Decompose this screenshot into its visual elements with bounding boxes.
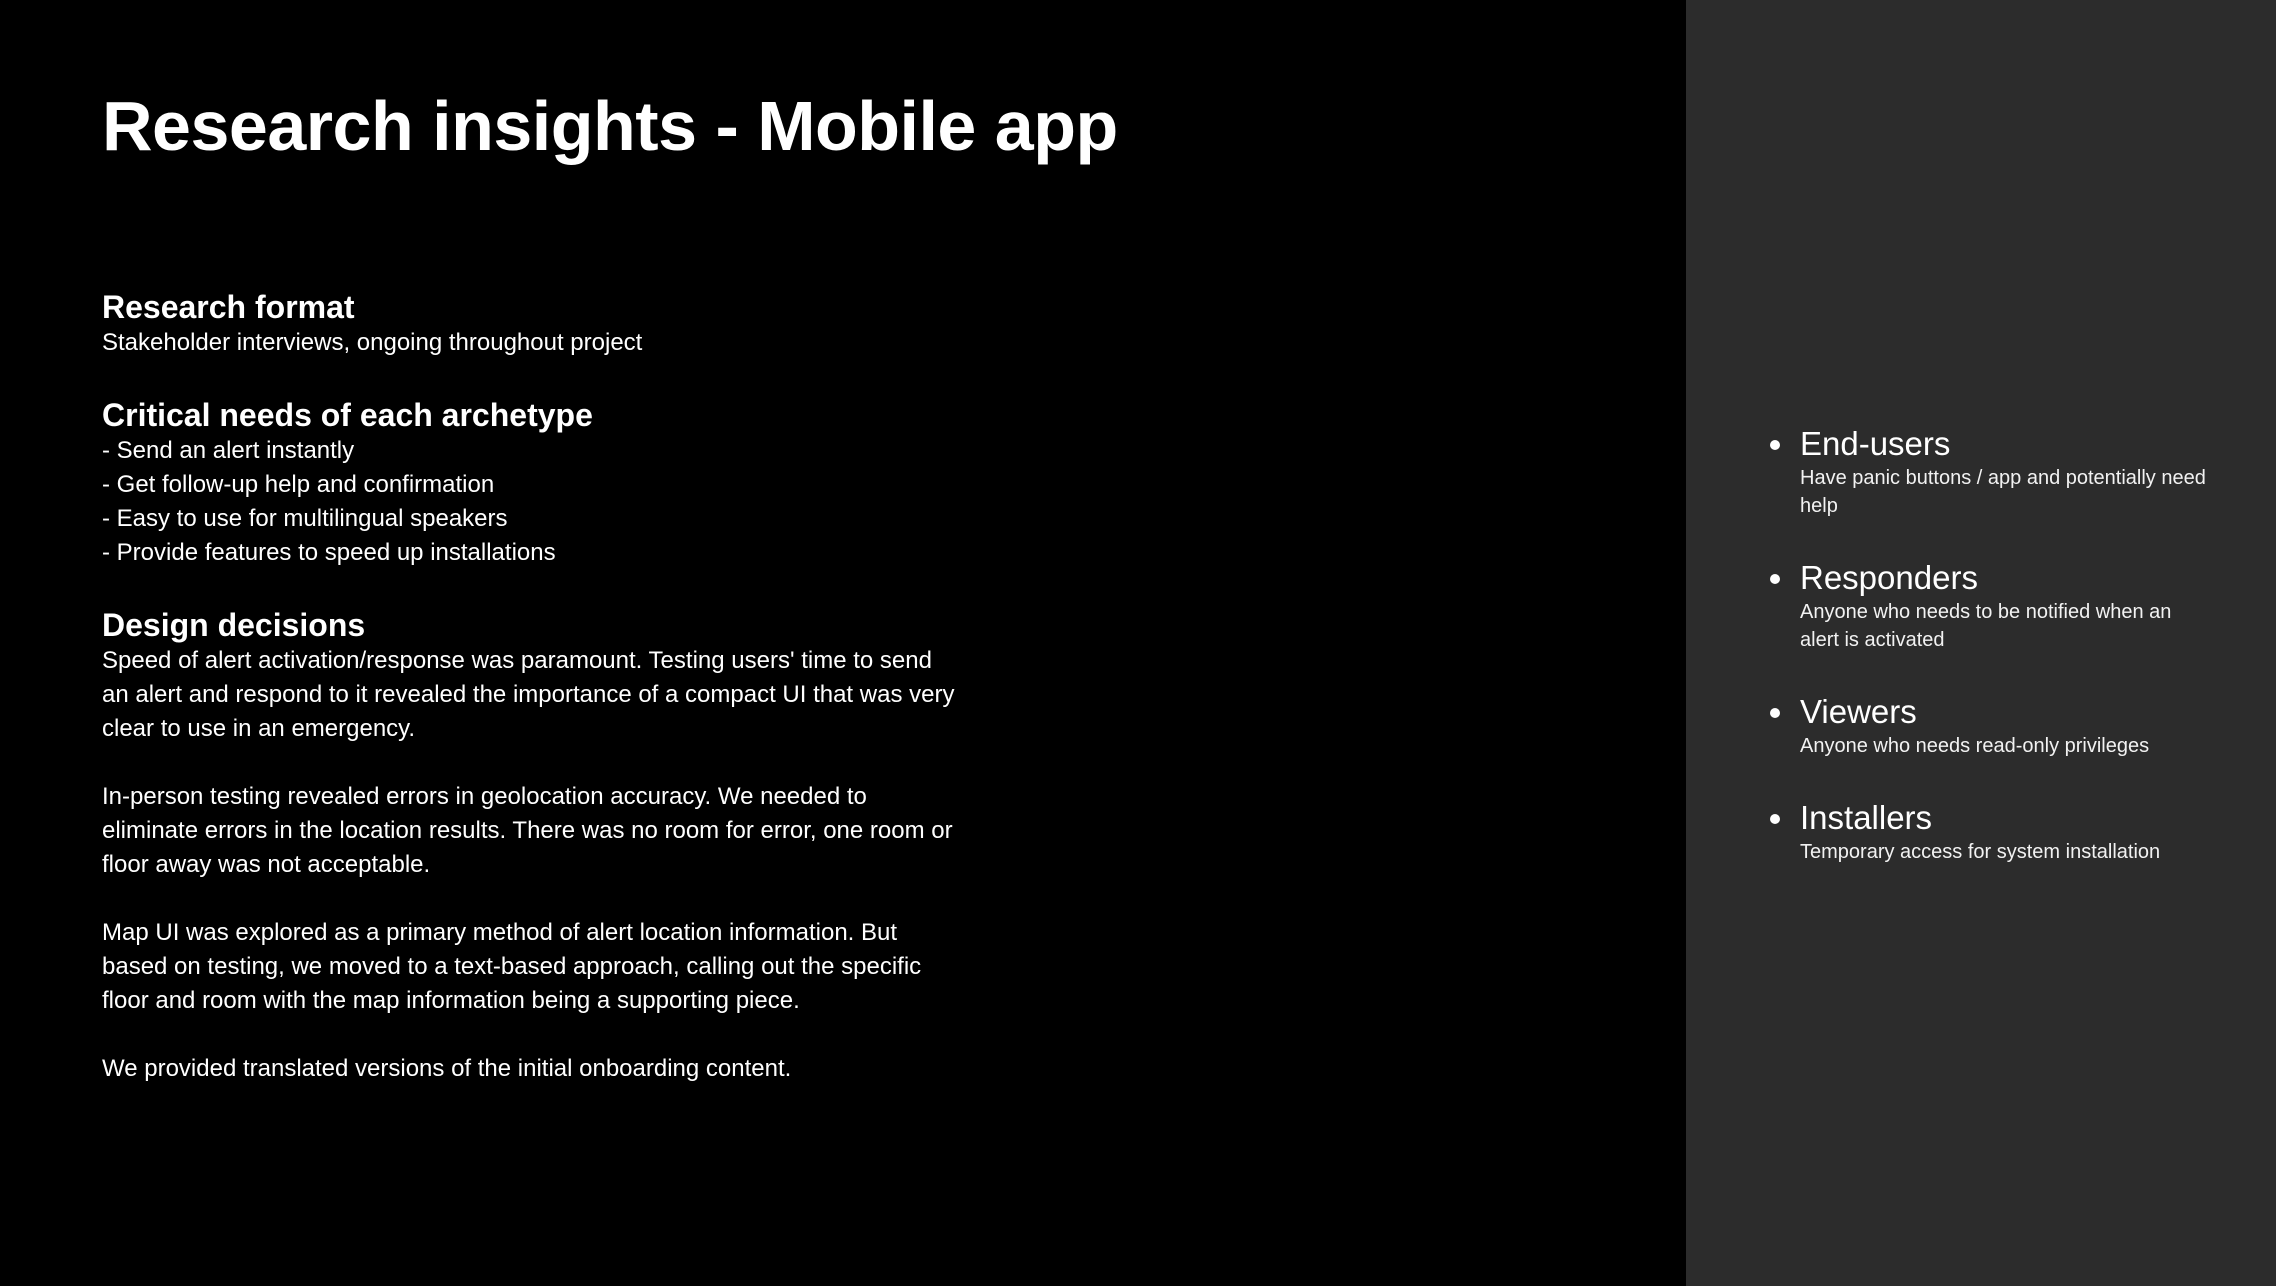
- role-description: Have panic buttons / app and potentially need help: [1800, 467, 2206, 517]
- role-description: Temporary access for system installation: [1800, 841, 2161, 863]
- design-decisions-heading: Design decisions: [102, 607, 366, 643]
- design-decision-paragraph: Map UI was explored as a primary method of alert location information. But based on testing, we moved to a text-based approach, calling out the specific floor and room with the map information being a supporting piece.: [102, 919, 922, 1014]
- role-item-installers: [1770, 798, 2210, 866]
- design-decisions-section: [102, 606, 962, 1086]
- bullet-icon: [1770, 814, 1780, 824]
- list-item: - Send an alert instantly: [102, 437, 355, 464]
- role-name: End-users: [1800, 425, 1951, 462]
- role-name: Responders: [1800, 559, 1978, 596]
- critical-needs-list: [102, 434, 962, 570]
- bullet-icon: [1770, 440, 1780, 450]
- bullet-icon: [1770, 708, 1780, 718]
- research-format-text: Stakeholder interviews, ongoing throughout project: [102, 329, 643, 356]
- bullet-icon: [1770, 574, 1780, 584]
- role-description: Anyone who needs to be notified when an alert is activated: [1800, 601, 2172, 651]
- design-decision-paragraph: We provided translated versions of the initial onboarding content.: [102, 1055, 792, 1082]
- page-title: Research insights - Mobile app: [102, 87, 1118, 165]
- research-format-section: [102, 288, 962, 360]
- content-column: [102, 288, 962, 1086]
- critical-needs-section: [102, 396, 962, 570]
- design-decision-paragraph: Speed of alert activation/response was paramount. Testing users' time to send an alert and respond to it revealed the importance of a compact UI that was very clear to use in an emergency.: [102, 647, 955, 742]
- user-roles-list: [1770, 424, 2210, 866]
- role-name: Installers: [1800, 799, 1933, 836]
- critical-needs-heading: Critical needs of each archetype: [102, 397, 593, 433]
- role-name: Viewers: [1800, 693, 1917, 730]
- list-item: - Easy to use for multilingual speakers: [102, 505, 508, 532]
- role-item-end-users: [1770, 424, 2210, 520]
- list-item: - Get follow-up help and confirmation: [102, 471, 495, 498]
- research-format-heading: Research format: [102, 289, 355, 325]
- list-item: - Provide features to speed up installations: [102, 539, 556, 566]
- role-description: Anyone who needs read-only privileges: [1800, 735, 2150, 757]
- design-decision-paragraph: In-person testing revealed errors in geolocation accuracy. We needed to eliminate errors in the location results. There was no room for error, one room or floor away was not acceptable.: [102, 783, 953, 878]
- role-item-viewers: [1770, 692, 2210, 760]
- role-item-responders: [1770, 558, 2210, 654]
